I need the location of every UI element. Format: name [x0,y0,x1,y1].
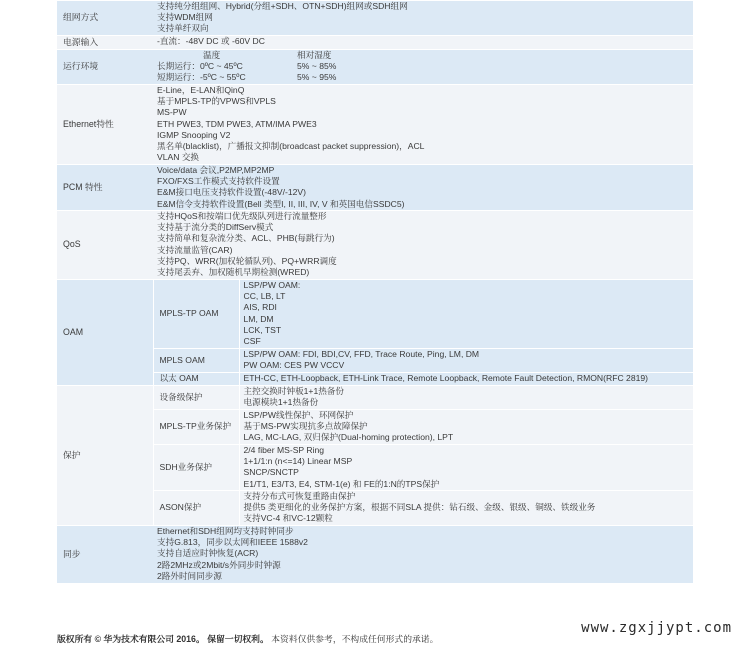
env-short-humidity: 5% ~ 95% [297,72,337,83]
spec-line: LCK, TST [243,324,282,335]
row-oam-mplstp [57,280,693,349]
spec-line: LM, DM [243,313,274,324]
protection-device-value [239,386,693,410]
oam-eth-value [239,373,693,386]
value-pcm [153,165,693,211]
row-sync [57,526,693,584]
value-networking [153,1,693,36]
spec-line: LSP/PW OAM: [243,280,301,290]
spec-line: ETH-CC, ETH-Loopback, ETH-Link Trace, Remote Loopback, Remote Fault Detection, RMON(RFC 2819) [243,373,649,383]
protection-sdh-label: SDH业务保护 [153,445,239,491]
protection-mplstp-value [239,410,693,445]
spec-line: CSF [243,336,261,347]
value-sync [153,526,693,584]
row-oam-mpls [57,349,693,373]
protection-sdh-value [239,445,693,491]
spec-line: 支持基于流分类的DiffServ模式 [157,222,274,233]
value-ethernet [153,85,693,165]
spec-line: 电源模块1+1热备份 [243,397,319,408]
spec-line: 支持分布式可恢复重路由保护 [243,491,356,501]
spec-line: PW OAM: CES PW VCCV [243,360,345,371]
oam-mplstp-value [239,280,693,349]
spec-line: 支持自适应时钟恢复(ACR) [157,548,259,559]
watermark: www.zgxjjypt.com [581,620,732,636]
spec-table [57,0,693,584]
row-qos [57,211,693,280]
category-pcm: PCM 特性 [57,165,153,211]
footer [57,632,438,645]
category-ethernet: Ethernet特性 [57,85,153,165]
env-short-label: 短期运行：-5ºC ~ 55ºC [157,72,246,83]
spec-line: ETH PWE3, TDM PWE3, ATM/IMA PWE3 [157,118,317,129]
spec-line: 支持WDM组网 [157,12,213,23]
spec-line: 支持尾丢弃、加权随机早期检测(WRED) [157,267,310,278]
protection-ason-value [239,491,693,526]
env-header-humidity: 相对湿度 [297,50,332,60]
category-qos: QoS [57,211,153,280]
row-networking [57,1,693,36]
spec-line: LSP/PW线性保护、环网保护 [243,410,354,420]
spec-line: MS-PW [157,107,187,118]
spec-line: 黑名单(blacklist)，广播报文抑制(broadcast packet suppression)，ACL [157,141,425,152]
env-header-temp: 温度 [203,50,221,60]
footer-copyright: 版权所有 © 华为技术有限公司 2016。 保留一切权利。 [57,634,269,644]
row-protection-sdh [57,445,693,491]
spec-line: FXO/FXS工作模式支持软件设置 [157,176,280,187]
value-power [153,36,693,50]
spec-line: 基于MPLS-TP的VPWS和VPLS [157,96,276,107]
spec-line: 2/4 fiber MS-SP Ring [243,445,325,455]
row-environment [57,50,693,85]
spec-line: 支持VC-4 和VC-12颗粒 [243,513,333,524]
spec-line: 1+1/1:n (n<=14) Linear MSP [243,456,353,467]
protection-device-label: 设备级保护 [153,386,239,410]
value-qos [153,211,693,280]
spec-line: E&M信令支持软件设置(Bell 类型I, II, III, IV, V 和英国电信SSDC5) [157,198,405,209]
spec-line: 支持流量监管(CAR) [157,244,233,255]
row-ethernet [57,85,693,165]
protection-mplstp-label: MPLS-TP业务保护 [153,410,239,445]
env-long-label: 长期运行：0ºC ~ 45ºC [157,61,243,72]
spec-line: 2路外时间同步源 [157,570,222,581]
env-long-humidity: 5% ~ 85% [297,61,337,72]
spec-line: 支持纯分组组网、Hybrid(分组+SDH、OTN+SDH)组网或SDH组网 [157,1,408,11]
spec-line: 支持G.813，同步以太网和IEEE 1588v2 [157,537,308,548]
row-oam-eth [57,373,693,386]
spec-line: E-Line，E-LAN和QinQ [157,85,245,95]
protection-ason-label: ASON保护 [153,491,239,526]
footer-disclaimer: 本资料仅供参考，不构成任何形式的承诺。 [271,634,439,644]
category-networking: 组网方式 [57,1,153,36]
spec-line: LAG, MC-LAG, 双归保护(Dual-homing protection), LPT [243,432,454,443]
row-power [57,36,693,50]
spec-line: E1/T1, E3/T3, E4, STM-1(e) 和 FE的1:N的TPS保护 [243,478,440,489]
spec-line: 支持PQ、WRR(加权轮循队列)、PQ+WRR调度 [157,255,337,266]
spec-line: 提供5 类更细化的业务保护方案，根据不同SLA 提供：钻石级、金级、银级、铜级、铁级业务 [243,502,596,513]
spec-line: VLAN 交换 [157,152,200,163]
row-pcm [57,165,693,211]
spec-line: 2路2MHz或2Mbit/s外同步时钟源 [157,559,281,570]
spec-line: Voice/data 会议,P2MP,MP2MP [157,165,275,175]
row-protection-ason [57,491,693,526]
oam-mpls-value [239,349,693,373]
spec-line: 支持简单和复杂流分类、ACL、PHB(每跳行为) [157,233,335,244]
row-protection-device [57,386,693,410]
spec-line: 基于MS-PW实现抗多点故障保护 [243,421,368,432]
spec-line: -直流：-48V DC 或 -60V DC [157,36,265,46]
spec-line: E&M接口电压支持软件设置(-48V/-12V) [157,187,306,198]
oam-eth-label: 以太 OAM [153,373,239,386]
category-power: 电源输入 [57,36,153,50]
spec-line: SNCP/SNCTP [243,467,299,478]
spec-line: Ethernet和SDH组网均支持时钟同步 [157,526,294,536]
row-protection-mplstp [57,410,693,445]
spec-line: CC, LB, LT [243,291,286,302]
category-sync: 同步 [57,526,153,584]
value-environment [153,50,693,85]
spec-line: IGMP Snooping V2 [157,129,231,140]
spec-line: AIS, RDI [243,302,277,313]
oam-mplstp-label: MPLS-TP OAM [153,280,239,349]
category-oam: OAM [57,280,153,386]
spec-line: LSP/PW OAM: FDI, BDI,CV, FFD, Trace Route, Ping, LM, DM [243,349,480,359]
category-environment: 运行环境 [57,50,153,85]
spec-line: 主控交换时钟板1+1热备份 [243,386,345,396]
spec-line: 支持单纤双向 [157,23,209,34]
category-protection: 保护 [57,386,153,526]
spec-line: 支持HQoS和按端口优先级队列进行流量整形 [157,211,327,221]
oam-mpls-label: MPLS OAM [153,349,239,373]
